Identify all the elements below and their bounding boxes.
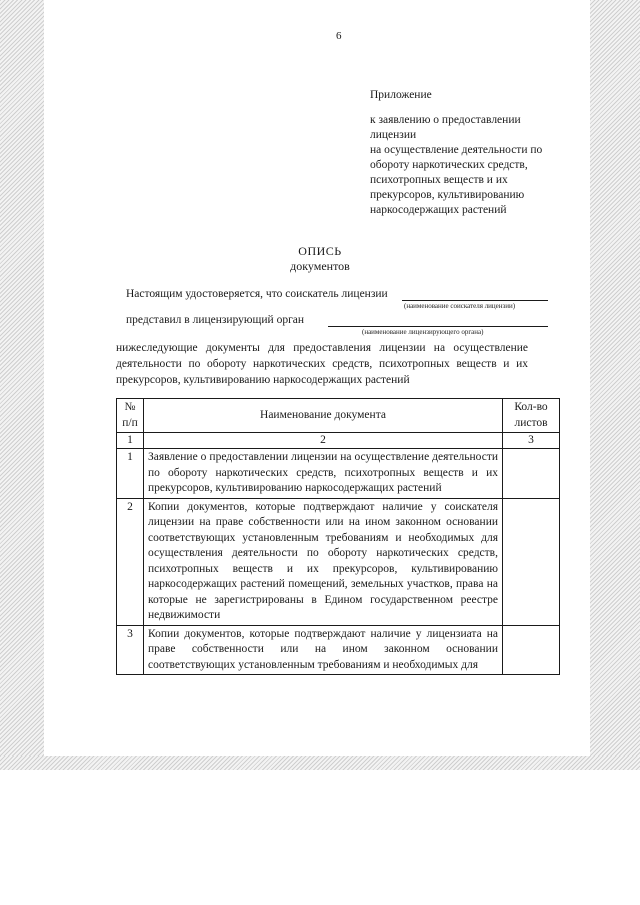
appendix-line: к заявлению о предоставлении xyxy=(370,114,521,126)
scan-border-bottom xyxy=(0,756,640,770)
row-sheet-count xyxy=(503,498,560,625)
statement-paragraph: нижеследующие документы для предоставления лицензии на осуществление деятельности по обороту наркотических средств, психотропных веществ и их прекурсоров, культивированию наркосодержащих растений xyxy=(116,342,528,386)
row-number: 2 xyxy=(117,498,144,625)
table-row xyxy=(117,625,560,674)
header-document-name: Наименование документа xyxy=(144,399,503,433)
row-sheet-count xyxy=(503,625,560,674)
appendix-line: психотропных веществ и их xyxy=(370,174,508,186)
index-cell: 3 xyxy=(503,433,560,449)
index-cell: 2 xyxy=(144,433,503,449)
appendix-line: обороту наркотических средств, xyxy=(370,159,528,171)
appendix-line: на осуществление деятельности по xyxy=(370,144,543,156)
table-row xyxy=(117,498,560,625)
documents-table xyxy=(116,398,560,675)
index-cell: 1 xyxy=(117,433,144,449)
appendix-title: Приложение xyxy=(370,89,432,101)
header-sheet-count: Кол-во листов xyxy=(503,399,560,433)
page-number: 6 xyxy=(336,30,342,42)
statement-applicant-label: Настоящим удостоверяется, что соискатель лицензии xyxy=(126,288,388,300)
appendix-line: прекурсоров, культивированию xyxy=(370,189,525,201)
row-document-name xyxy=(144,625,503,674)
row-sheet-count xyxy=(503,449,560,499)
appendix-line: наркосодержащих растений xyxy=(370,204,507,216)
applicant-name-caption: (наименование соискателя лицензии) xyxy=(404,302,516,310)
appendix-block xyxy=(370,88,570,218)
applicant-name-blank xyxy=(402,300,548,301)
scan-border-left xyxy=(0,0,44,768)
table-header-row xyxy=(117,399,560,433)
scan-border-right xyxy=(590,0,640,768)
header-number: № п/п xyxy=(117,399,144,433)
statement-authority-label: представил в лицензирующий орган xyxy=(126,314,305,326)
document-title: ОПИСЬ xyxy=(298,244,342,258)
authority-name-caption: (наименование лицензирующего органа) xyxy=(362,328,484,336)
appendix-line: лицензии xyxy=(370,129,417,141)
table-index-row xyxy=(117,433,560,449)
table-row xyxy=(117,449,560,499)
authority-name-blank xyxy=(328,326,548,327)
document-subtitle: документов xyxy=(290,259,350,273)
row-number: 1 xyxy=(117,449,144,499)
row-document-name: Заявление о предоставлении лицензии на осуществление деятельности по обороту наркотических средств, психотропных веществ и их прекурсоров, культивированию наркосодержащих растений xyxy=(144,449,503,499)
row-number: 3 xyxy=(117,625,144,674)
row-document-name-text: Копии документов, которые подтверждают наличие у лицензиата на праве собственности или на ином законном основании соответствующих установленным требованиям и необходимых для xyxy=(148,627,498,671)
row-document-name: Копии документов, которые подтверждают наличие у соискателя лицензии на праве собственности или на ином законном основании соответствующих установленным требованиям и необходимых для осуществления деятельности по обороту наркотических средств, психотропных веществ и их прекурсоров, культивированию наркосодержащих растений помещений, земельных участков, права на которые не зарегистрированы в Едином государственном реестре недвижимости xyxy=(144,498,503,625)
